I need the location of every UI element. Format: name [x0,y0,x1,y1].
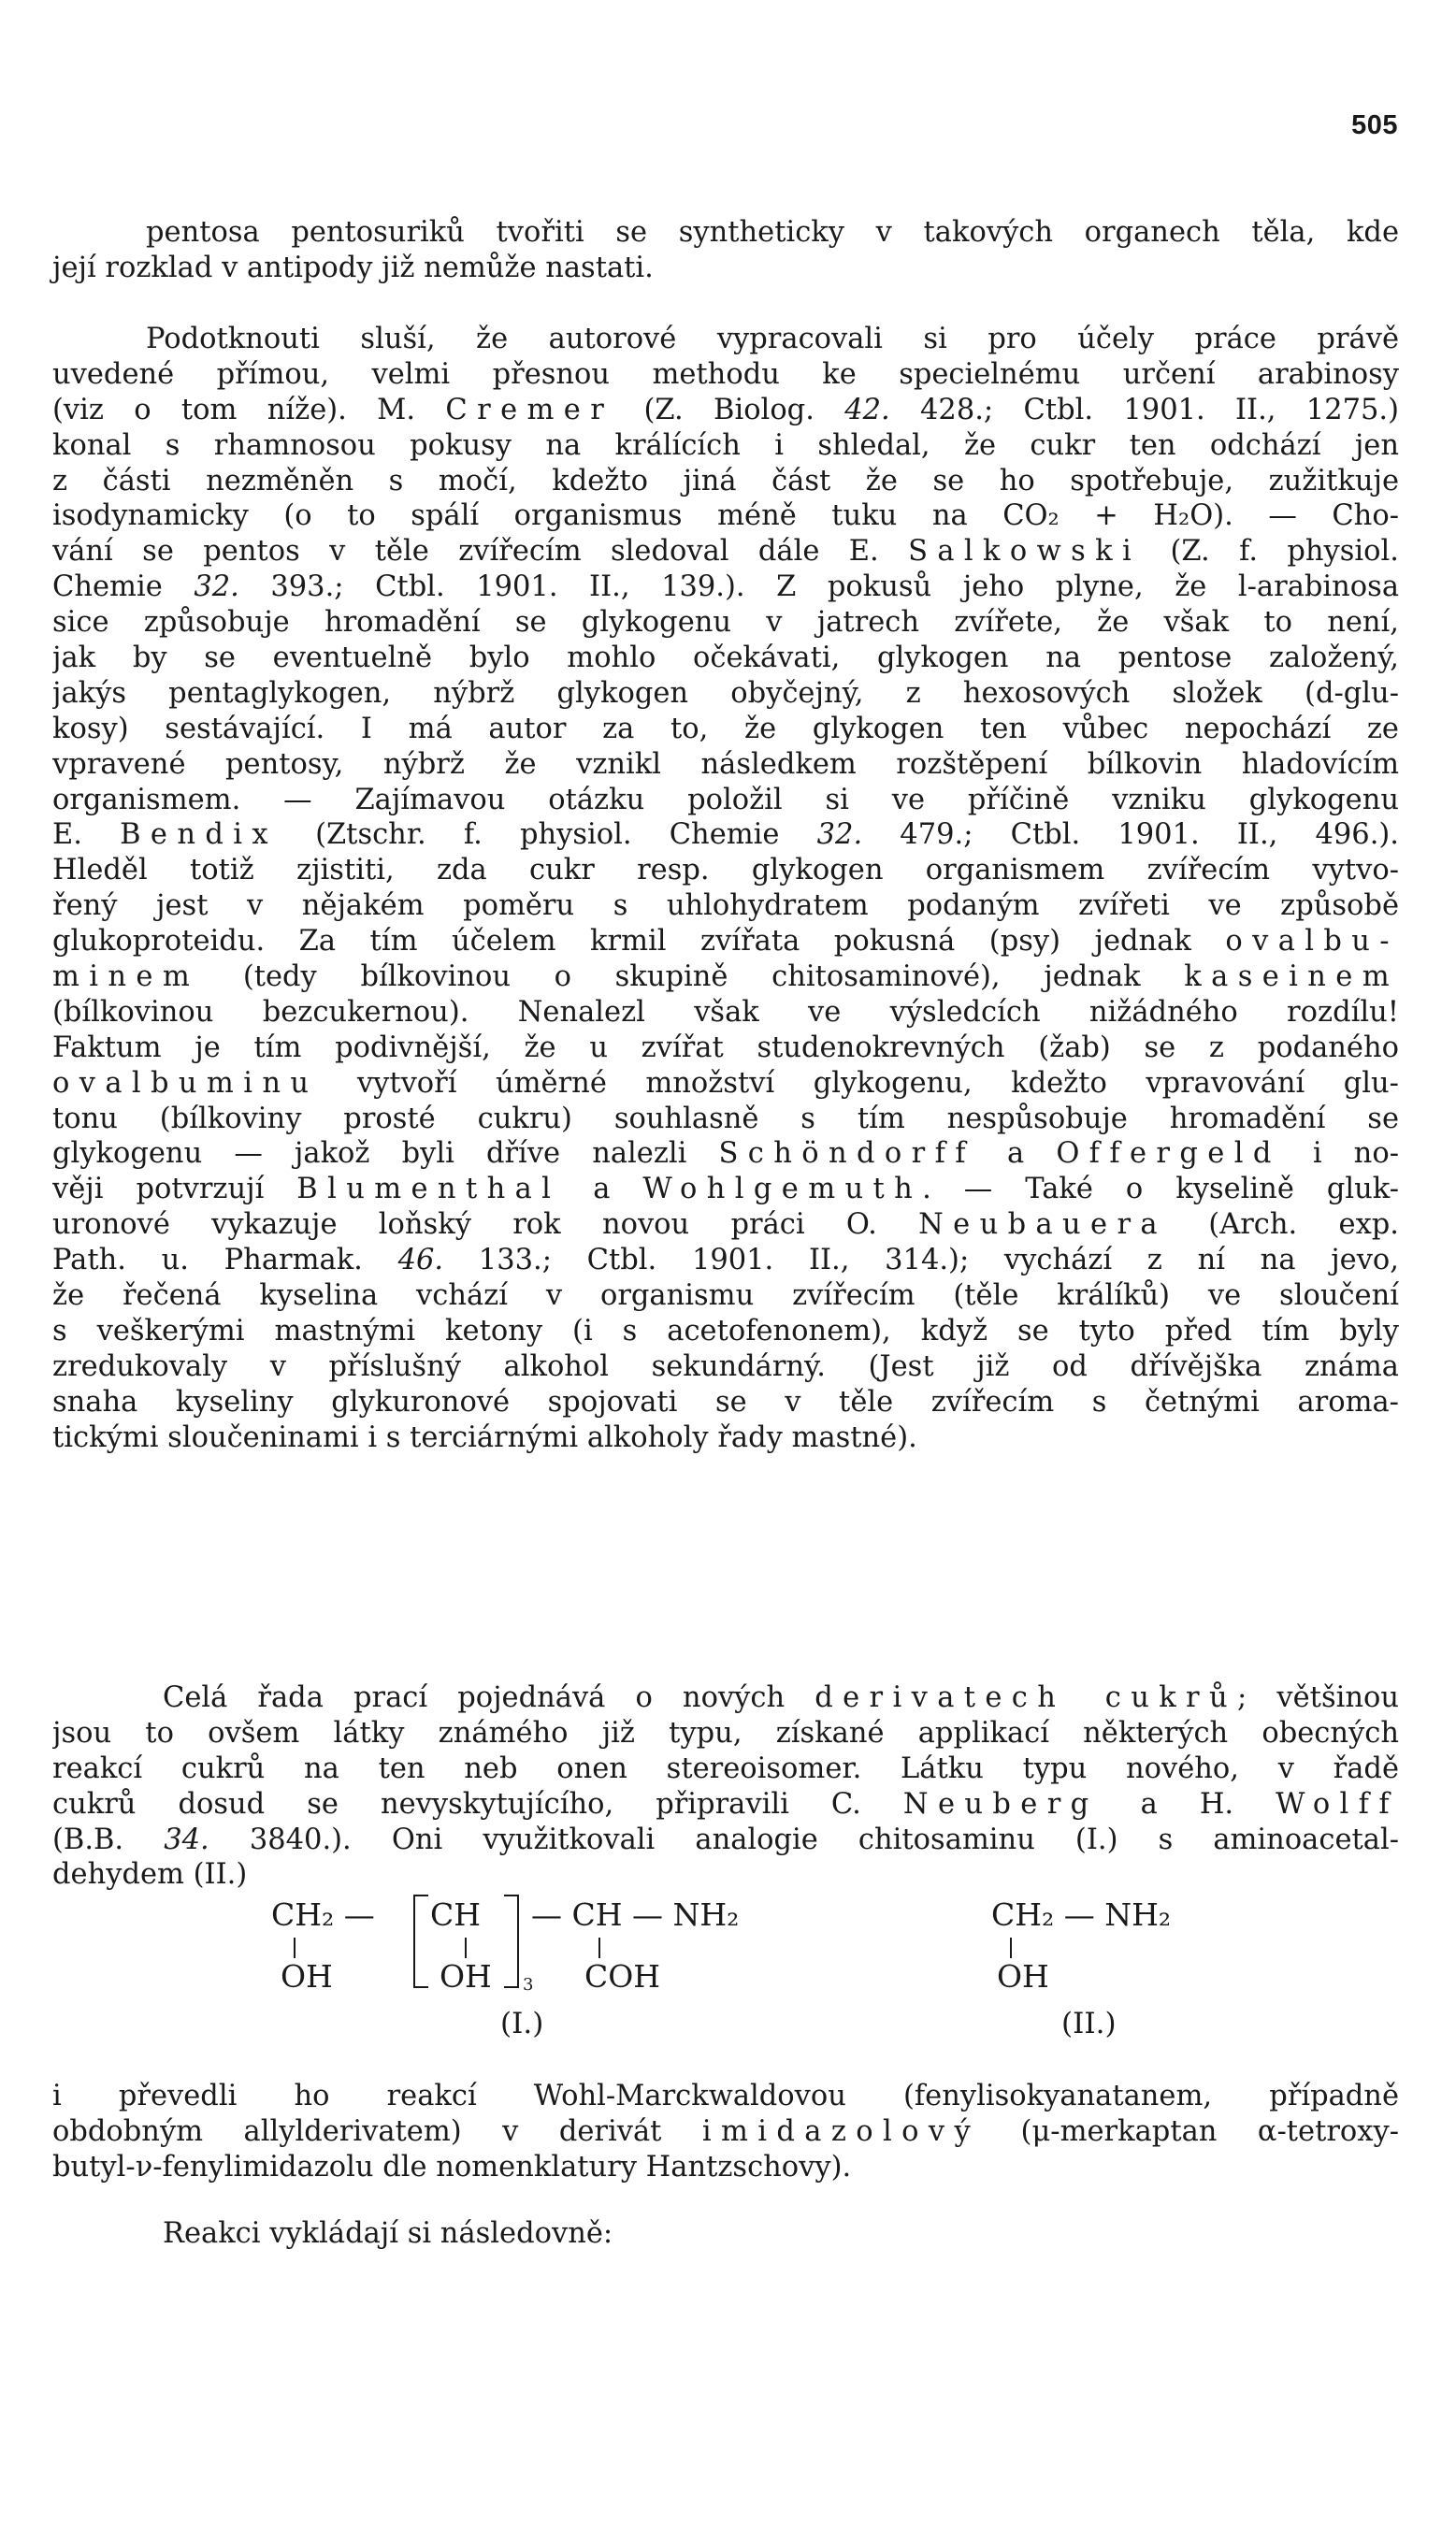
text-line: vání se pentos v těle zvířecím sledoval dále E. Salkowski (Z. f. physiol. [52,535,1399,569]
paragraph-3 [52,1680,1399,1893]
volume-number: 32. [194,570,239,604]
text-line: ovalbuminu vytvoří úměrné množství glykogenu, kdežto vpravování glu- [52,1066,1399,1100]
formula-1-bracket-left [413,1895,415,1988]
text-line: reakcí cukrů na ten neb onen stereoisomer. Látku typu nového, v řadě [52,1751,1399,1785]
text-line: obdobným allylderivatem) v derivát imidazolový (μ-merkaptan α-tetroxy- [52,2114,1399,2148]
text-line: konal s rhamnosou pokusy na králících i shledal, že cukr ten odchází jen [52,428,1399,462]
formula-1-bracket-ch: CH [430,1896,482,1933]
volume-number: 42. [844,393,890,426]
text-line: (bílkovinou bezcukernou). Nenalezl však ve výsledcích nižádného rozdílu! [52,995,1399,1029]
formula-2-top: CH₂ — NH₂ [991,1896,1172,1933]
text-line: Celá řada prací pojednává o nových derivatech cukrů; většinou [163,1681,1399,1714]
formula-1-top-right: — CH — NH₂ [531,1896,740,1933]
spaced-name: Neuberg [902,1787,1099,1821]
spaced-name: Blumenthal [296,1173,561,1206]
spaced-name: Neubauera [918,1208,1167,1242]
text-line: Path. u. Pharmak. 46. 133.; Ctbl. 1901. II., 314.); vychází z ní na jevo, [52,1244,1399,1277]
text-line: tonu (bílkoviny prosté cukru) souhlasně s tím nespůsobuje hromadění se [52,1102,1399,1135]
formula-1-bottom-right: COH [584,1958,661,1995]
formula-1-bond-right [598,1938,600,1958]
text-line: minem (tedy bílkovinou o skupině chitosaminové), jednak kaseinem [52,960,1399,994]
text-line: jsou to ovšem látky známého již typu, získané applikací některých obecných [52,1716,1399,1750]
text-line: (viz o tom níže). M. Cremer (Z. Biolog. 42. 428.; Ctbl. 1901. II., 1275.) [52,393,1399,426]
text-line: organismem. — Zajímavou otázku položil si ve příčině vzniku glykogenu [52,783,1399,816]
page-number: 505 [1351,110,1398,140]
text-line: Chemie 32. 393.; Ctbl. 1901. II., 139.). Z pokusů jeho plyne, že l-arabinosa [52,570,1399,604]
text-line: vpravené pentosy, nýbrž že vznikl následkem rozštěpení bílkovin hladovícím [52,747,1399,781]
text-line: sice způsobuje hromadění se glykogenu v jatrech zvířete, že však to není, [52,606,1399,640]
text-line: cukrů dosud se nevyskytujícího, připravili C. Neuberg a H. Wolff [52,1787,1399,1821]
text-line: i převedli ho reakcí Wohl-Marckwaldovou (fenylisokyanatanem, případně [52,2080,1399,2112]
spaced-name: kaseinem [1184,960,1399,994]
formula-1-bracket-top-left [413,1895,428,1896]
text-line: zredukovaly v příslušný alkohol sekundárný. (Jest již od dřívějška známa [52,1349,1399,1383]
text-line: glukoproteidu. Za tím účelem krmil zvířata pokusná (psy) jednak ovalbu- [52,925,1399,959]
text-line: E. Bendix (Ztschr. f. physiol. Chemie 32. 479.; Ctbl. 1901. II., 496.). [52,818,1399,852]
formula-2-bottom: OH [997,1958,1049,1995]
text-line: (B.B. 34. 3840.). Oni využitkovali analogie chitosaminu (I.) s aminoacetal- [52,1823,1399,1856]
text-line: glykogenu — jakož byli dříve nalezli Schöndorff a Offergeld i no- [52,1137,1399,1171]
text-line: tickými sloučeninami i s terciárnými alkoholy řady mastné). [52,1420,917,1454]
spaced-name: Cremer [445,393,614,426]
volume-number: 46. [397,1244,444,1277]
text-line: butyl-ν-fenylimidazolu dle nomenklatury Hantzschovy). [52,2150,852,2184]
spaced-name: Schöndorff [718,1137,975,1171]
structural-formulas [0,1889,1456,2040]
text-line: Hleděl totiž zjistiti, zda cukr resp. glykogen organismem zvířecím vytvo- [52,854,1399,887]
formula-1-bracket-oh: OH [440,1958,492,1995]
text-line: věji potvrzují Blumenthal a Wohlgemuth. — Také o kyselině gluk- [52,1173,1399,1206]
formula-1-bond-middle [465,1938,467,1958]
volume-number: 34. [164,1823,209,1856]
volume-number: 32. [816,818,863,852]
spaced-name: Wohlgemuth [642,1173,923,1206]
spaced-name: ovalbu- [1225,925,1399,959]
text-line: uvedené přímou, velmi přesnou methodu ke specielnému určení arabinosy [52,357,1399,391]
paragraph-1 [52,215,1399,286]
spaced-name: derivatech cukrů [814,1681,1238,1714]
paragraph-2 [52,322,1399,1456]
formula-1-label: (I.) [500,2007,544,2040]
text-line: uronové vykazuje loňský rok novou práci O. Neubauera (Arch. exp. [52,1208,1399,1242]
formula-2-bond [1010,1938,1012,1958]
text-line: řený jest v nějakém poměru s uhlohydratem podaným zvířeti ve způsobě [52,889,1399,923]
text-line: její rozklad v antipody již nemůže nastati. [52,251,654,284]
formula-1-top-left: CH₂ — [271,1896,375,1933]
formula-1-bracket-bottom-right [504,1986,519,1988]
spaced-name: minem [52,960,200,994]
spaced-name: Offergeld [1056,1137,1281,1171]
spaced-name: Bendix [120,818,278,852]
paragraph-5 [52,2216,1399,2252]
text-line: snaha kyseliny glykuronové spojovati se v těle zvířecím s četnými aroma- [52,1385,1399,1419]
text-line: kosy) sestávající. I má autor za to, že glykogen ten vůbec nepochází ze [52,712,1399,745]
text-line: že řečená kyselina vchází v organismu zvířecím (těle králíků) ve sloučení [52,1279,1399,1313]
spaced-name: Salkowski [908,535,1142,569]
text-line: s veškerými mastnými ketony (i s acetofenonem), když se tyto před tím byly [52,1314,1399,1348]
text-line: Podotknouti sluší, že autorové vypracovali si pro účely práce právě [146,323,1399,355]
formula-1-bond-left [294,1938,296,1958]
text-line: Faktum je tím podivnější, že u zvířat studenokrevných (žab) se z podaného [52,1031,1399,1064]
formula-2-label: (II.) [1061,2007,1117,2040]
formula-1-bracket-right [517,1895,519,1988]
text-line: pentosa pentosuriků tvořiti se syntheticky v takových organech těla, kde [146,216,1399,249]
text-line: isodynamicky (o to spálí organismus méně tuku na CO₂ + H₂O). — Cho- [52,499,1399,533]
text-line: Reakci vykládají si následovně: [163,2217,613,2250]
text-line: z části nezměněn s močí, kdežto jiná část že se ho spotřebuje, zužitkuje [52,464,1399,497]
formula-1-bracket-top-right [504,1895,519,1896]
spaced-name: imidazolový [701,2114,981,2148]
paragraph-4 [52,2079,1399,2185]
text-line: jakýs pentaglykogen, nýbrž glykogen obyčejný, z hexosových složek (d-glu- [52,676,1399,710]
formula-1-bracket-bottom-left [413,1986,428,1988]
formula-1-subscript: 3 [523,1975,534,1995]
spaced-name: ovalbuminu [52,1066,319,1100]
text-line: dehydem (II.) [52,1858,248,1892]
text-line: jak by se eventuelně bylo mohlo očekávati, glykogen na pentose založený, [52,641,1399,675]
formula-1-bottom-left: OH [281,1958,333,1995]
spaced-name: Wolff [1276,1787,1399,1821]
